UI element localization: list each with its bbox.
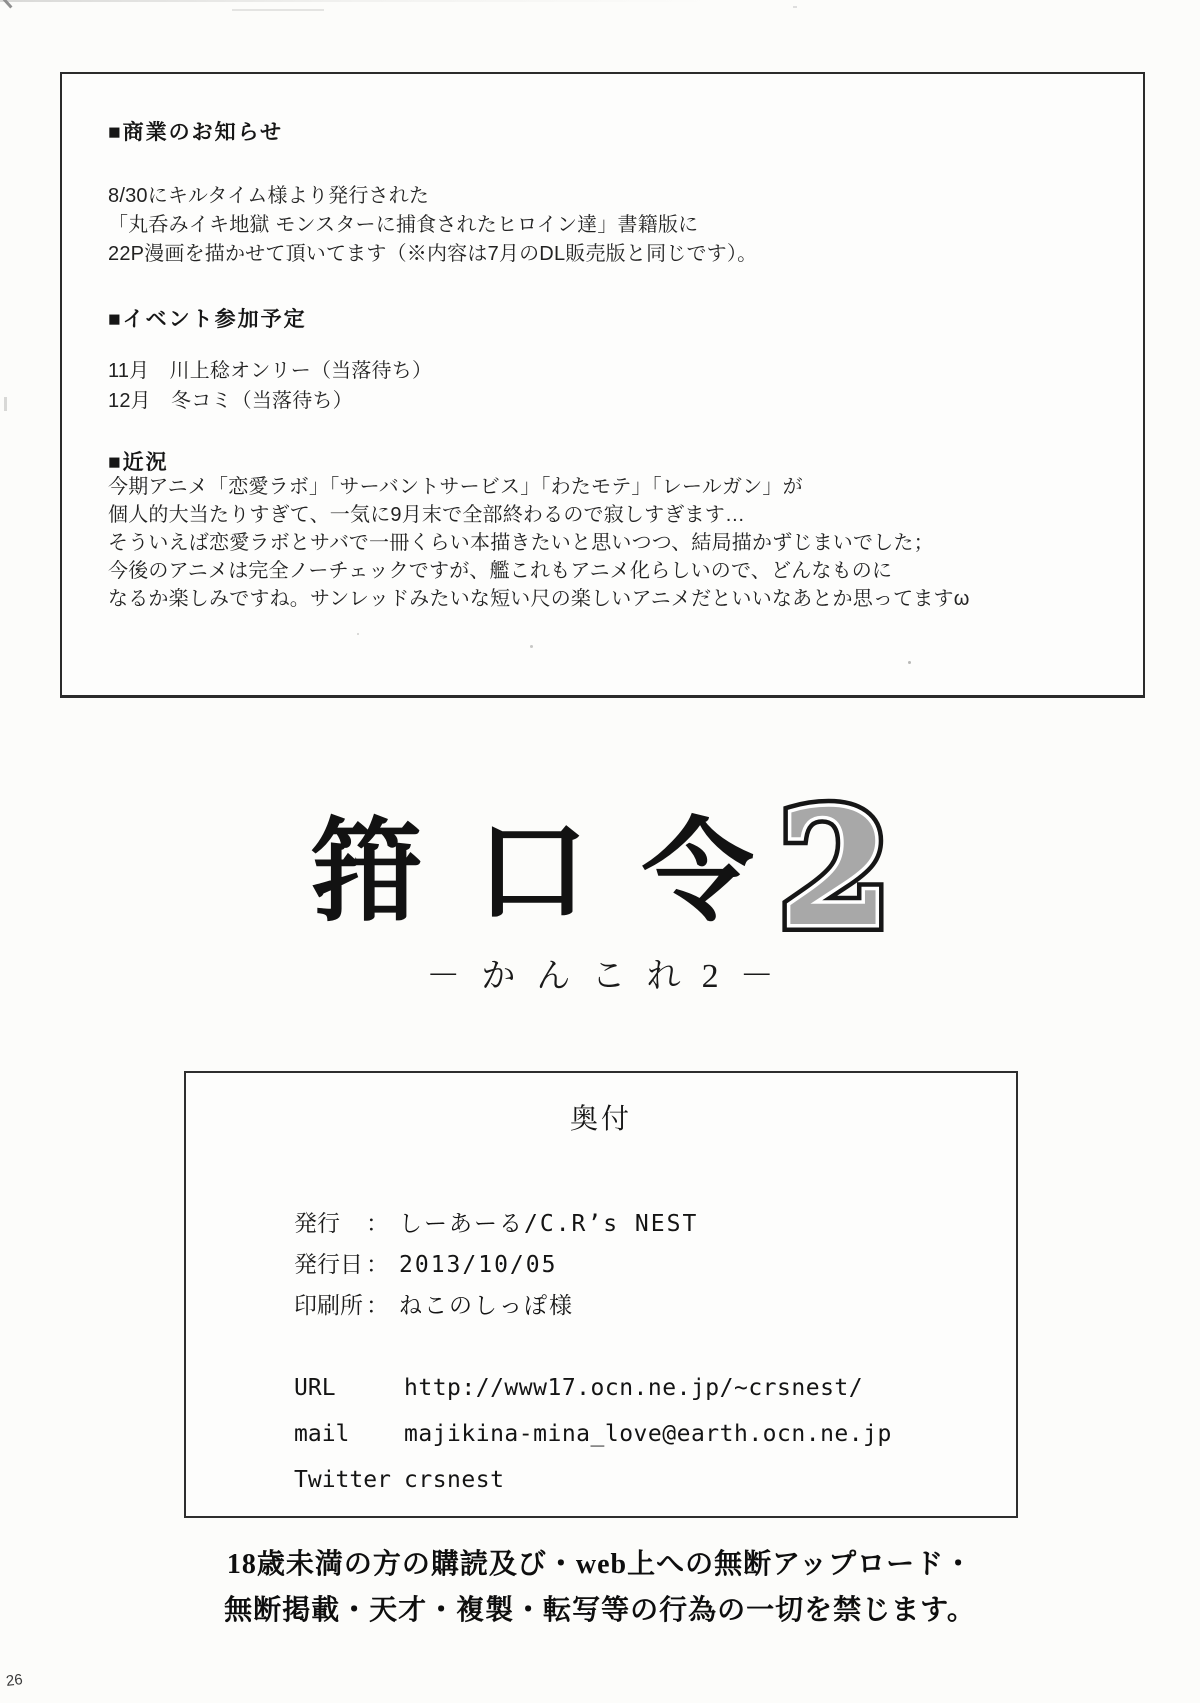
contact-row-url [294, 1375, 892, 1421]
contact-label: mail [294, 1421, 350, 1447]
colophon-colon: ： [366, 1210, 389, 1236]
scan-artifact [793, 6, 797, 8]
scan-artifact [4, 397, 7, 411]
contact-value-mail: majikina-mina_love@earth.ocn.ne.jp [404, 1421, 892, 1447]
colophon-colon: ： [366, 1251, 389, 1277]
contact-row-twitter [294, 1467, 892, 1513]
section-line: 個人的大当たりすぎて、一気に9月末で全部終わるので寂しすぎます… [108, 504, 746, 526]
colophon-label: 発行 [294, 1210, 340, 1236]
section-heading-commercial-news: ■商業のお知らせ [108, 120, 284, 144]
contact-value-url: http://www17.ocn.ne.jp/~crsnest/ [404, 1375, 864, 1401]
scan-artifact [0, 0, 12, 8]
colophon-heading: 奥付 [569, 1103, 632, 1134]
book-title-number: 2 2 2 [780, 791, 890, 949]
book-title [0, 777, 1200, 962]
notice-box [60, 72, 1145, 698]
section-line: 11月 川上稔オンリー（当落待ち） [108, 360, 433, 382]
age-warning-line-2: 無断掲載・天才・複製・転写等の行為の一切を禁じます。 [224, 1595, 976, 1626]
colophon-label: 印刷所 [294, 1292, 363, 1318]
section-line: 12月 冬コミ（当落待ち） [108, 390, 353, 412]
colophon-label: 発行日 [294, 1251, 363, 1277]
section-recent-status [108, 473, 970, 613]
age-warning-line-1: 18歳未満の方の購読及び・web上への無断アップロード・ [226, 1549, 974, 1580]
section-line: 22P漫画を描かせて頂いてます（※内容は7月のDL販売版と同じです）。 [108, 243, 758, 265]
colophon-row-publisher [294, 1205, 698, 1246]
scan-artifact [232, 9, 324, 11]
section-commercial-news [108, 182, 757, 269]
colophon-entries [294, 1205, 698, 1328]
page-number: 26 [5, 1671, 24, 1690]
contact-label: URL [294, 1375, 336, 1401]
section-heading-event-schedule: ■イベント参加予定 [108, 307, 307, 331]
contact-row-mail [294, 1421, 892, 1467]
colophon-row-printer [294, 1287, 698, 1328]
section-line: 今期アニメ「恋愛ラボ」「サーバントサービス」「わたモテ」「レールガン」が [108, 476, 803, 498]
section-line: 今後のアニメは完全ノーチェックですが、艦これもアニメ化らしいので、どんなものに [108, 560, 893, 582]
colophon-value: 2013/10/05 [399, 1252, 558, 1278]
section-heading-recent-status: ■近況 [108, 450, 169, 474]
section-line: そういえば恋愛ラボとサバで一冊くらい本描きたいと思いつつ、結局描かずじまいでした； [108, 532, 934, 554]
book-title-kanji: 箝口令 [310, 811, 808, 935]
contact-value-twitter: crsnest [404, 1467, 505, 1493]
contact-label: Twitter [294, 1467, 391, 1493]
section-line: 「丸呑みイキ地獄 モンスターに捕食されたヒロイン達」書籍版に [108, 214, 699, 236]
colophon-value: ねこのしっぽ様 [399, 1293, 574, 1319]
colophon-row-publish-date [294, 1246, 698, 1287]
colophon-box [184, 1071, 1018, 1518]
book-title-subtitle: －かんこれ2－ [426, 958, 795, 995]
colophon-colon: ： [366, 1292, 389, 1318]
section-event-schedule [108, 356, 432, 416]
colophon-contacts [294, 1375, 892, 1513]
colophon-value: しーあーる/C.R’s NEST [399, 1211, 699, 1237]
section-line: 8/30にキルタイム様より発行された [108, 185, 430, 207]
section-line: なるか楽しみですね。サンレッドみたいな短い尺の楽しいアニメだといいなあとか思ってますω [108, 588, 970, 610]
